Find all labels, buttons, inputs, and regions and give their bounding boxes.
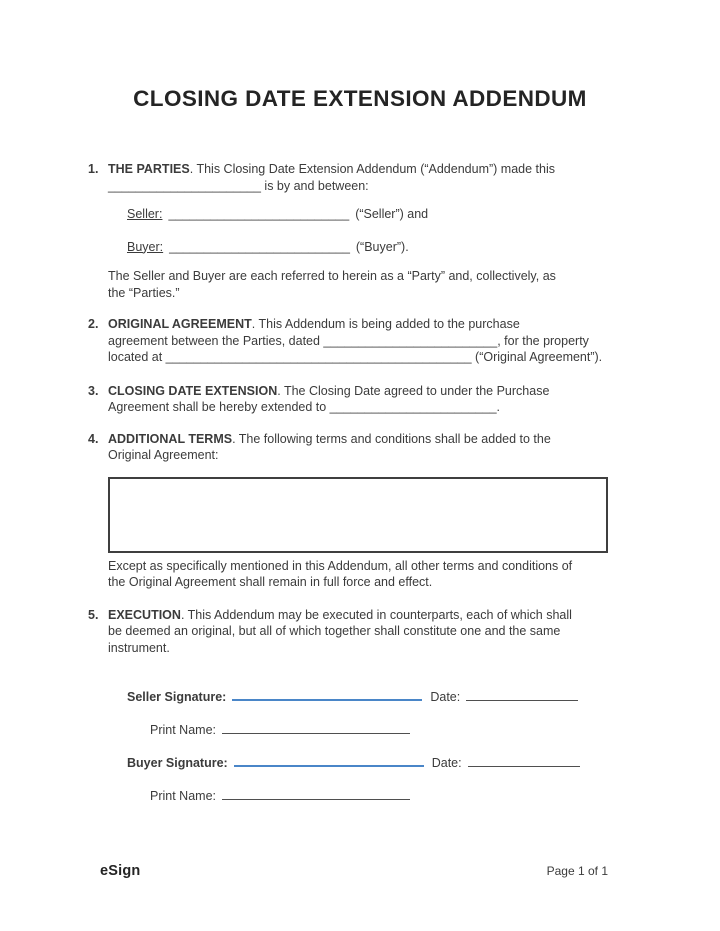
buyer-signature-date-label: Date: xyxy=(431,756,462,770)
section-line xyxy=(108,383,549,400)
section-content xyxy=(108,316,602,366)
section-text: . This Addendum may be executed in counterparts, each of which shall xyxy=(180,607,572,622)
section-text: ______________________ is by and between: xyxy=(108,178,369,193)
buyer-print-name-label: Print Name: xyxy=(150,788,216,803)
buyer-field-row xyxy=(88,239,632,256)
buyer-signature-row xyxy=(88,755,632,772)
section-number: 2. xyxy=(88,317,99,331)
buyer-print-name-row xyxy=(88,788,632,805)
paragraph-line: Except as specifically mentioned in this Addendum, all other terms and conditions of xyxy=(108,558,573,573)
section-heading: CLOSING DATE EXTENSION xyxy=(108,383,278,398)
section-number: 3. xyxy=(88,383,99,398)
seller-suffix: (“Seller”) and xyxy=(355,207,429,221)
section-line xyxy=(108,431,551,448)
esign-logo: eSign xyxy=(100,863,141,879)
document-title: CLOSING DATE EXTENSION ADDENDUM xyxy=(133,86,587,111)
page-footer xyxy=(100,863,608,879)
paragraph-line: the “Parties.” xyxy=(108,285,180,300)
buyer-signature-label: Buyer Signature: xyxy=(127,756,228,770)
section-heading: EXECUTION xyxy=(108,607,181,622)
section-heading: THE PARTIES xyxy=(108,162,190,176)
section-text: . The Closing Date agreed to under the Purchase xyxy=(277,383,550,398)
section-line xyxy=(108,178,555,195)
section-text: . This Closing Date Extension Addendum (“Addendum”) made this xyxy=(189,162,555,176)
seller-signature-date-label: Date: xyxy=(430,690,461,704)
section-line xyxy=(108,316,602,333)
seller-signature-row xyxy=(88,689,632,706)
section-text: . This Addendum is being added to the purchase xyxy=(251,317,520,331)
seller-print-name-row xyxy=(88,722,632,739)
section-closing-date-extension xyxy=(88,383,632,416)
section-line xyxy=(108,161,555,178)
section-additional-terms xyxy=(88,431,632,464)
section-text: be deemed an original, but all of which together shall constitute one and the same xyxy=(108,624,561,638)
section-content xyxy=(108,383,549,416)
page-number: Page 1 of 1 xyxy=(546,864,608,878)
seller-blank-line: __________________________ xyxy=(168,207,350,221)
seller-signature-date-line[interactable] xyxy=(466,700,578,701)
section-content xyxy=(108,161,555,194)
seller-label: Seller: xyxy=(127,207,163,221)
seller-print-name-line[interactable] xyxy=(222,733,410,734)
section-line xyxy=(108,447,551,464)
additional-terms-box[interactable] xyxy=(108,477,608,553)
section-line xyxy=(108,623,572,640)
section-content xyxy=(108,431,551,464)
paragraph-line: the Original Agreement shall remain in full force and effect. xyxy=(108,575,433,589)
buyer-suffix: (“Buyer”). xyxy=(355,239,409,254)
remainder-clause xyxy=(88,558,632,591)
section-text: agreement between the Parties, dated _________________________, for the property xyxy=(108,333,589,348)
seller-field-row xyxy=(88,206,632,223)
section-line xyxy=(108,640,572,657)
document-body xyxy=(0,161,720,804)
section-number: 1. xyxy=(88,162,99,176)
buyer-blank-line: __________________________ xyxy=(169,239,350,254)
buyer-signature-date-line[interactable] xyxy=(468,766,580,767)
section-heading: ADDITIONAL TERMS xyxy=(108,431,233,446)
buyer-print-name-line[interactable] xyxy=(222,799,410,800)
section-line xyxy=(108,399,549,416)
seller-signature-label: Seller Signature: xyxy=(127,690,227,704)
seller-signature-line[interactable] xyxy=(232,699,422,701)
section-text: . The following terms and conditions shall be added to the xyxy=(232,431,551,446)
section-line xyxy=(108,349,602,366)
section-number: 4. xyxy=(88,431,99,446)
section-text: Agreement shall be hereby extended to ________________________. xyxy=(108,400,500,414)
section-text: located at ____________________________________________ (“Original Agreement”). xyxy=(108,350,603,364)
buyer-signature-line[interactable] xyxy=(234,765,424,767)
section-the-parties xyxy=(88,161,632,194)
section-heading: ORIGINAL AGREEMENT xyxy=(108,317,252,331)
seller-print-name-label: Print Name: xyxy=(150,722,216,737)
section-original-agreement xyxy=(88,316,632,366)
section-content xyxy=(108,607,572,657)
parties-definition xyxy=(88,268,632,301)
section-line xyxy=(108,607,572,624)
section-text: Original Agreement: xyxy=(108,448,219,462)
paragraph-line: The Seller and Buyer are each referred to herein as a “Party” and, collectively, as xyxy=(108,269,556,283)
section-number: 5. xyxy=(88,607,99,622)
buyer-label: Buyer: xyxy=(127,239,164,254)
section-line xyxy=(108,333,602,350)
section-text: instrument. xyxy=(108,640,170,655)
section-execution xyxy=(88,607,632,657)
